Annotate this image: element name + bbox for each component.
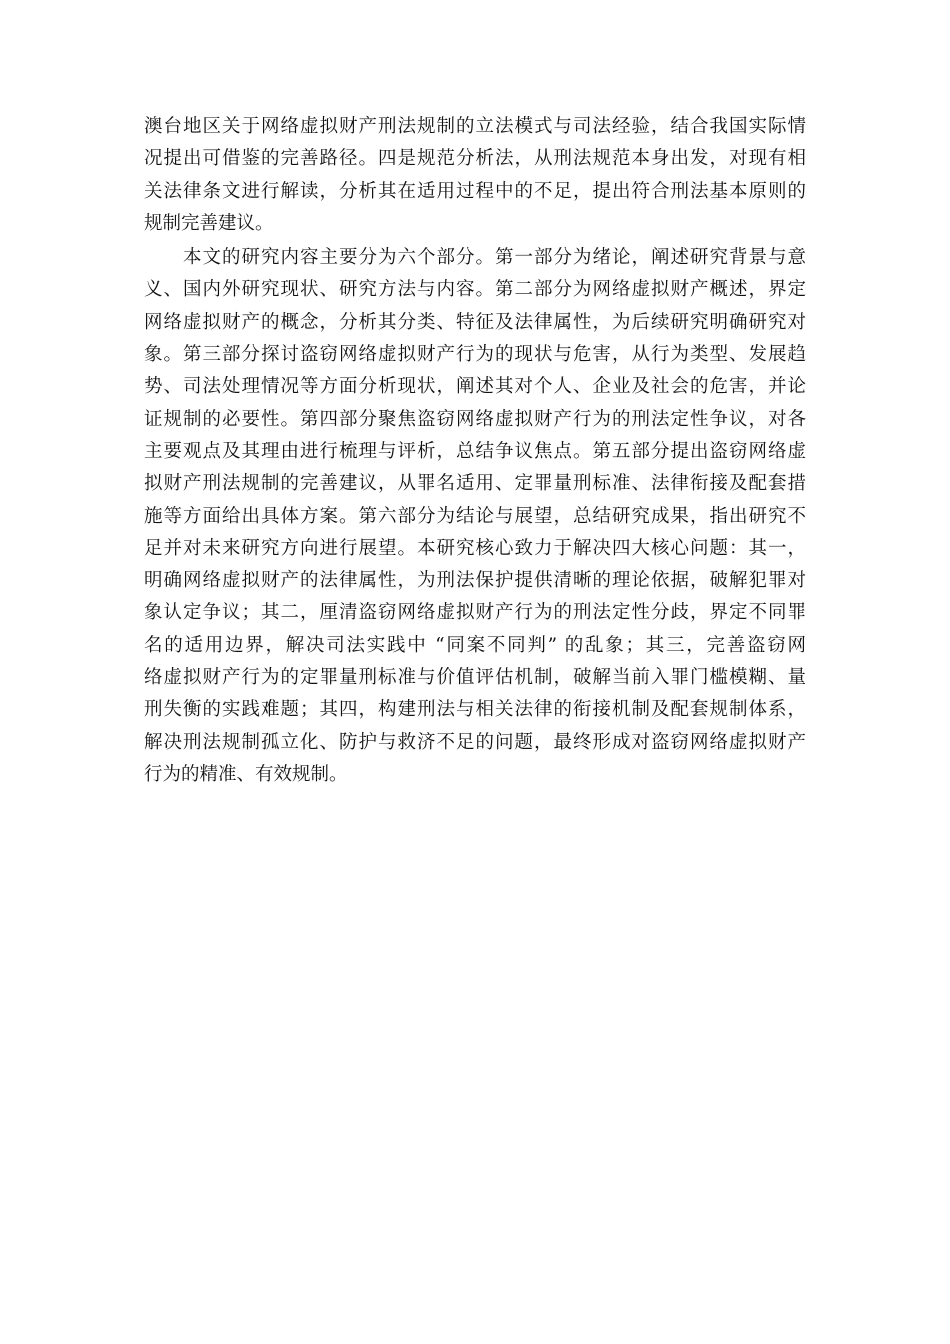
text-line: 明确网络虚拟财产的法律属性，为刑法保护提供清晰的理论依据，破解犯罪对 [144,570,806,592]
text-line: 足并对未来研究方向进行展望。本研究核心致力于解决四大核心问题：其一， [144,537,806,559]
paragraph-structure [144,242,806,791]
text-line: 象认定争议；其二，厘清盗窃网络虚拟财产行为的刑法定性分歧，界定不同罪 [144,602,806,624]
body-text [144,111,806,791]
text-line: 本文的研究内容主要分为六个部分。第一部分为绪论，阐述研究背景与意 [144,247,806,269]
text-line: 刑失衡的实践难题；其四，构建刑法与相关法律的衔接机制及配套规制体系， [144,699,806,721]
text-line: 解决刑法规制孤立化、防护与救济不足的问题，最终形成对盗窃网络虚拟财产 [144,731,806,753]
text-line: 拟财产刑法规制的完善建议，从罪名适用、定罪量刑标准、法律衔接及配套措 [144,473,806,495]
text-line: 澳台地区关于网络虚拟财产刑法规制的立法模式与司法经验，结合我国实际情 [144,116,806,137]
text-line: 网络虚拟财产的概念，分析其分类、特征及法律属性，为后续研究明确研究对 [144,311,806,333]
text-line: 势、司法处理情况等方面分析现状，阐述其对个人、企业及社会的危害，并论 [144,376,806,398]
text-line: 义、国内外研究现状、研究方法与内容。第二部分为网络虚拟财产概述，界定 [144,279,806,301]
text-line: 名的适用边界，解决司法实践中 “同案不同判” 的乱象；其三，完善盗窃网 [144,634,806,656]
text-line: 施等方面给出具体方案。第六部分为结论与展望，总结研究成果，指出研究不 [144,505,806,527]
text-line: 络虚拟财产行为的定罪量刑标准与价值评估机制，破解当前入罪门槛模糊、量 [144,667,806,689]
text-line: 主要观点及其理由进行梳理与评析，总结争议焦点。第五部分提出盗窃网络虚 [144,440,806,462]
text-line: 证规制的必要性。第四部分聚焦盗窃网络虚拟财产行为的刑法定性争议，对各 [144,408,806,430]
text-line: 行为的精准、有效规制。 [144,763,348,785]
text-line: 象。第三部分探讨盗窃网络虚拟财产行为的现状与危害，从行为类型、发展趋 [144,344,806,366]
text-line: 况提出可借鉴的完善路径。四是规范分析法，从刑法规范本身出发，对现有相 [144,148,806,170]
text-line: 关法律条文进行解读，分析其在适用过程中的不足，提出符合刑法基本原则的 [144,180,806,202]
paragraph-methods [144,111,806,240]
text-line: 规制完善建议。 [144,212,274,234]
